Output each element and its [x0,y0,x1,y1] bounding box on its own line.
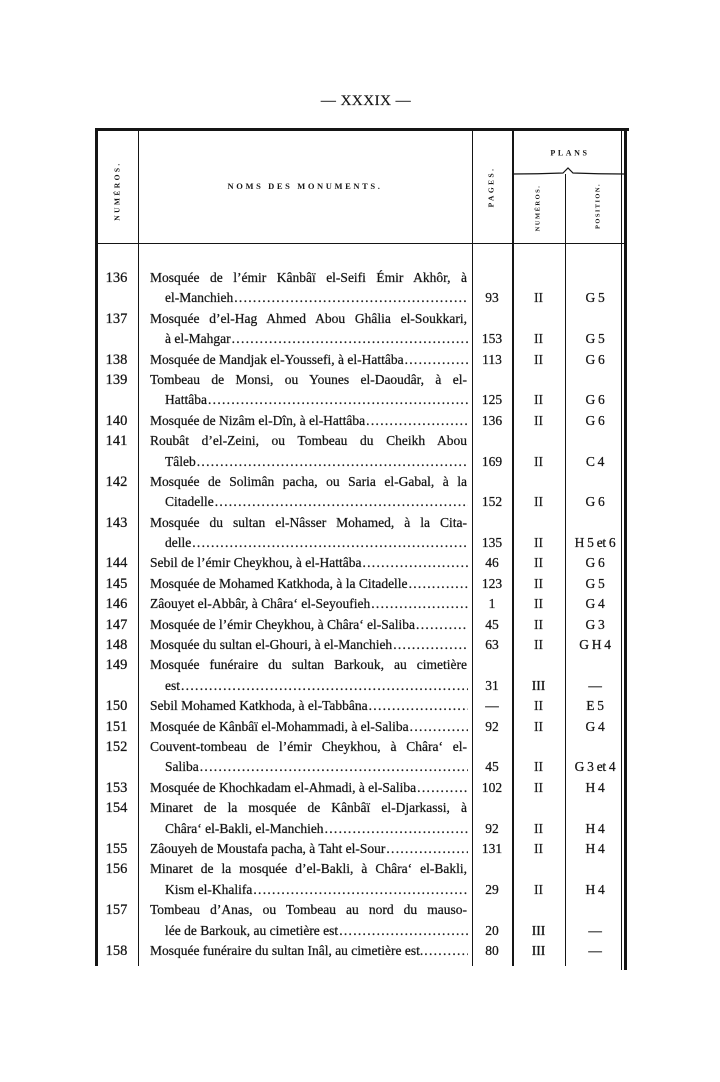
plan-number: II [534,718,543,734]
monument-name [138,900,472,941]
monument-name-text: Mosquée du sultan el-Ghouri, à el-Manchieh [150,637,393,653]
entry-number: 136 [105,270,128,286]
plan-position: — [588,922,602,938]
plan-position: E 5 [586,698,604,714]
page-reference: 92 [485,718,499,734]
monument-name [138,615,472,635]
monument-name [138,798,472,839]
monument-name-text: Zâouyeh de Moustafa pacha, à Taht el-Sour [150,840,386,856]
monument-name [138,859,472,900]
monument-name-text: Tâleb [165,453,196,469]
plan-position: H 4 [585,881,605,897]
monument-name [138,778,472,798]
plans-brace [512,166,624,178]
plan-number: II [534,494,543,510]
table-row [95,431,625,472]
monument-name-text: Kism el-Khalifa [165,881,253,897]
header-numeros: NUMÉROS. [112,161,122,221]
monument-name-line [150,513,468,533]
monument-name-line [150,574,468,594]
monument-name-line [150,452,468,472]
entry-number: 151 [105,718,128,735]
monument-name-text: Tombeau de Monsi, ou Younes el-Daoudâr, à el- [150,371,467,387]
monument-name-line [150,268,468,288]
page-reference: 46 [485,555,499,571]
monument-name-text: Hattâba [165,392,207,408]
header-pages: PAGES. [486,166,496,208]
table-row [95,309,625,350]
leader-dots [416,778,468,798]
monument-name-text: Mosquée de Mandjak el-Youssefi, à el-Hattâba [150,351,404,367]
monument-name-line [150,492,468,512]
plan-number: II [534,290,543,306]
plan-position: H 4 [585,840,605,856]
table-body [95,268,625,961]
entry-number: 149 [105,657,128,674]
page-reference: 136 [481,412,503,428]
monument-name-text: Couvent-tombeau de l’émir Cheykhou, à Châra‘ el- [150,738,467,754]
plan-position: H 5 et 6 [574,535,616,551]
plan-position: G 6 [585,392,605,408]
monument-name-line [150,288,468,308]
plan-number: II [534,596,543,612]
monument-name-text: Mosquée de l’émir Cheykhou, à Châra‘ el-Saliba [150,616,416,632]
monument-name [138,553,472,573]
plan-position: G 6 [585,351,605,367]
page-reference: 131 [481,840,503,856]
monument-name-text: Minaret de la mosquée d’el-Bakli, à Châra‘ el-Bakli, [150,861,467,877]
plan-number: II [534,820,543,836]
entry-number: 153 [105,779,128,796]
plan-position: G H 4 [579,637,611,653]
table-row [95,553,625,573]
page-reference: 153 [481,331,503,347]
table-row [95,900,625,941]
leader-dots [415,615,468,635]
entry-number: 139 [105,371,128,388]
entry-number: 158 [105,942,128,959]
leader-dots [365,411,468,431]
leader-dots [392,635,468,655]
monument-name-text: Châra‘ el-Bakli, el-Manchieh [165,820,324,836]
entry-number: 141 [105,433,128,450]
monument-name-line [150,370,468,390]
monument-name-text: el-Manchieh [165,290,234,306]
monument-name-line [150,472,468,492]
page-reference: 123 [481,575,503,591]
entry-number: 137 [105,310,128,327]
monument-name-line [150,411,468,431]
plan-number: II [534,575,543,591]
leader-dots [231,329,468,349]
monument-name-text: à el-Mahgar [165,331,231,347]
plan-position: G 6 [585,494,605,510]
plan-position: G 5 [585,331,605,347]
entry-number: 156 [105,861,128,878]
leader-dots [324,819,468,839]
monument-name-line [150,309,468,329]
monument-name-text: Citadelle [165,494,214,510]
monuments-table [95,128,629,970]
page-reference: 93 [485,290,499,306]
plan-position: G 6 [585,555,605,571]
page-reference: 63 [485,637,499,653]
monument-name-text: Mosquée du sultan el-Nâsser Mohamed, à la Cita- [150,514,467,530]
page-reference: 125 [481,392,503,408]
monument-name-text: delle [165,535,192,551]
table-row [95,594,625,614]
plan-position: G 5 [585,575,605,591]
leader-dots [408,574,468,594]
monument-name-line [150,941,468,961]
plan-number: II [534,535,543,551]
monument-name [138,839,472,859]
plan-position: G 3 [585,616,605,632]
monument-name [138,635,472,655]
table-row [95,737,625,778]
page-reference: 113 [482,351,502,367]
leader-dots [404,350,468,370]
monument-name-line [150,655,468,675]
leader-dots [338,921,468,941]
monument-name-line [150,329,468,349]
page-reference: 31 [485,677,499,693]
monument-name-line [150,921,468,941]
monument-name-text: lée de Barkouk, au cimetière est [165,922,339,938]
monument-name-line [150,615,468,635]
monument-name-line [150,390,468,410]
monument-name-text: Saliba [165,759,199,775]
plan-position: G 4 [585,596,605,612]
monument-name [138,737,472,778]
table-row [95,696,625,716]
monument-name-line [150,431,468,451]
entry-number: 150 [105,698,128,715]
monument-name-line [150,594,468,614]
monument-name-line [150,778,468,798]
entry-number: 144 [105,555,128,572]
monument-name [138,472,472,513]
monument-name [138,370,472,411]
leader-dots [196,452,468,472]
entry-number: 148 [105,637,128,654]
monument-name-line [150,350,468,370]
plan-position: H 4 [585,779,605,795]
monument-name-text: Mosquée funéraire du sultan Barkouk, au cimetière [150,657,467,673]
monument-name [138,574,472,594]
monument-name-line [150,900,468,920]
page-reference: 29 [485,881,499,897]
plan-number: III [531,942,546,958]
table-row [95,798,625,839]
monument-name-line [150,553,468,573]
monument-name-text: Minaret de la mosquée de Kânbâï el-Djarkassi, à [150,800,467,816]
plan-number: III [531,677,546,693]
leader-dots [199,757,468,777]
page-reference: 45 [485,616,499,632]
table-row [95,268,625,309]
plan-number: II [534,779,543,795]
leader-dots [233,288,468,308]
monument-name-line [150,859,468,879]
monument-name-line [150,635,468,655]
plan-position: G 5 [585,290,605,306]
entry-number: 146 [105,596,128,613]
monument-name-text: Sebil de l’émir Cheykhou, à el-Hattâba [150,555,362,571]
plan-number: II [534,698,543,714]
table-row [95,370,625,411]
monument-name-line [150,839,468,859]
plan-position: — [588,942,602,958]
table-row [95,655,625,696]
header-bottom-rule [95,243,626,244]
leader-dots [423,941,468,961]
table-row [95,635,625,655]
monument-name-line [150,696,468,716]
table-row [95,839,625,859]
monument-name [138,309,472,350]
monument-name-text: Mosquée de Solimân pacha, ou Saria el-Gabal, à la [150,473,467,489]
plan-number: II [534,840,543,856]
leader-dots [191,533,468,553]
header-plans-position: POSITION. [594,182,602,230]
plan-position: G 6 [585,412,605,428]
monument-name-text: Mosquée de Kânbâï el-Mohammadi, à el-Saliba [150,718,409,734]
entry-number: 147 [105,616,128,633]
plan-number: II [534,351,543,367]
monument-name-text: Mosquée de Khochkadam el-Ahmadi, à el-Saliba [150,779,417,795]
plan-number: II [534,759,543,775]
monument-name [138,411,472,431]
entry-number: 143 [105,514,128,531]
leader-dots [252,880,468,900]
plan-number: II [534,637,543,653]
table-row [95,574,625,594]
monument-name-line [150,798,468,818]
plan-number: III [531,922,546,938]
monument-name-line [150,533,468,553]
monument-name [138,696,472,716]
page-reference: 1 [488,596,496,612]
table-top-border [95,128,629,131]
entry-number: 157 [105,902,128,919]
page-reference: 80 [485,942,499,958]
monument-name [138,941,472,961]
monument-name-text: est [165,677,180,693]
monument-name-text: Roubât d’el-Zeini, ou Tombeau du Cheikh Abou [150,433,467,449]
entry-number: 142 [105,473,128,490]
table-row [95,615,625,635]
plan-number: II [534,412,543,428]
leader-dots [361,553,468,573]
plan-position: H 4 [585,820,605,836]
entry-number: 145 [105,575,128,592]
table-row [95,411,625,431]
plan-number: II [534,881,543,897]
plan-position: G 4 [585,718,605,734]
monument-name-text: Zâouyet el-Abbâr, à Châra‘ el-Seyoufieh [150,596,371,612]
monument-name-line [150,880,468,900]
entry-number: 154 [105,800,128,817]
monument-name [138,268,472,309]
monument-name-text: Mosquée d’el-Hag Ahmed Abou Ghâlia el-Soukkari, [150,310,467,326]
leader-dots [368,696,468,716]
page-reference: 135 [481,535,503,551]
table-row [95,778,625,798]
page-reference: 92 [485,820,499,836]
table-row [95,717,625,737]
monument-name-line [150,757,468,777]
monument-name [138,513,472,554]
entry-number: 138 [105,351,128,368]
monument-name-text: Mosquée de Nizâm el-Dîn, à el-Hattâba [150,412,366,428]
page-reference: 169 [481,453,503,469]
table-row [95,350,625,370]
leader-dots [385,839,468,859]
plan-number: II [534,616,543,632]
plan-position: C 4 [585,453,605,469]
plan-number: II [534,453,543,469]
page-reference: 102 [481,779,503,795]
page-reference: — [485,698,499,714]
header-plans-numeros: NUMÉROS. [534,184,542,232]
monument-name-line [150,676,468,696]
leader-dots [214,492,468,512]
leader-dots [370,594,468,614]
plan-position: — [588,677,602,693]
monument-name-line [150,819,468,839]
monument-name-text: Mosquée de Mohamed Katkhoda, à la Citadelle [150,575,408,591]
table-row [95,513,625,554]
monument-name [138,717,472,737]
entry-number: 155 [105,840,128,857]
monument-name [138,594,472,614]
monument-name [138,655,472,696]
monument-name [138,431,472,472]
monument-name-text: Sebil Mohamed Katkhoda, à el-Tabbâna [150,698,368,714]
leader-dots [180,676,468,696]
table-row [95,859,625,900]
plan-number: II [534,555,543,571]
monument-name [138,350,472,370]
page-reference: 152 [481,494,503,510]
monument-name-line [150,737,468,757]
page-reference: 45 [485,759,499,775]
monument-name-text: Tombeau d’Anas, ou Tombeau au nord du mauso- [150,902,467,918]
entry-number: 152 [105,738,128,755]
table-row [95,472,625,513]
page-number-header: — XXXIX — [320,93,412,109]
table-row [95,941,625,961]
header-noms-des-monuments: NOMS DES MONUMENTS. [227,181,383,191]
plan-position: G 3 et 4 [574,759,616,775]
header-plans: PLANS [550,148,590,158]
entry-number: 140 [105,412,128,429]
plan-number: II [534,392,543,408]
leader-dots [207,390,468,410]
plan-number: II [534,331,543,347]
monument-name-line [150,717,468,737]
leader-dots [409,717,468,737]
monument-name-text: Mosquée funéraire du sultan Inâl, au cimetière est. [150,942,424,958]
monument-name-text: Mosquée de l’émir Kânbâï el-Seifi Émir Akhôr, à [150,270,467,285]
page-reference: 20 [485,922,499,938]
